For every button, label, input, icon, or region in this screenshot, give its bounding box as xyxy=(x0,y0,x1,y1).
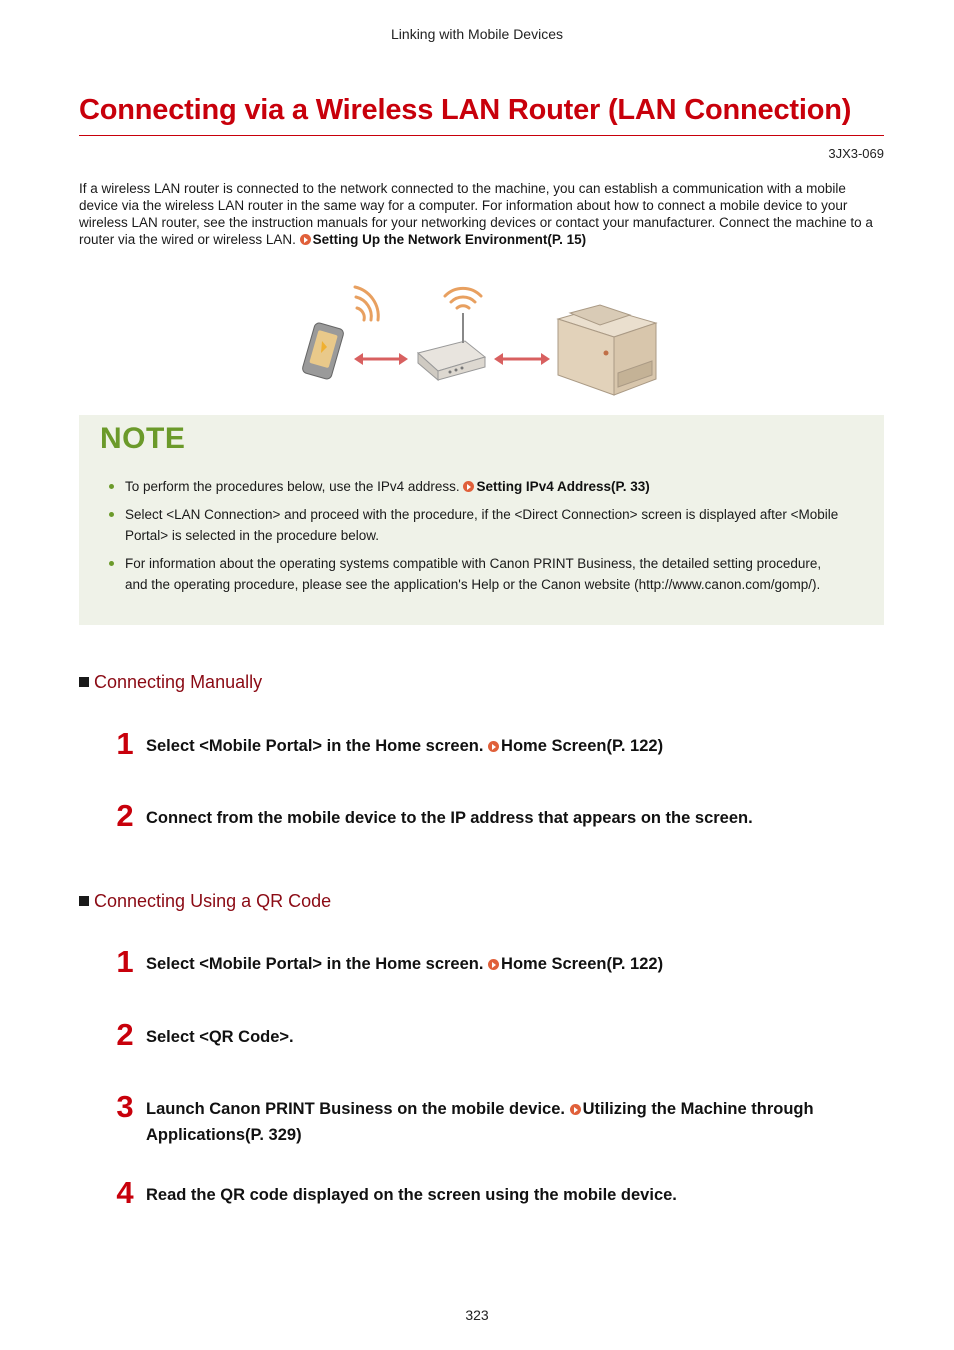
link-arrow-icon xyxy=(463,481,474,492)
note-item-link[interactable]: Setting IPv4 Address(P. 33) xyxy=(476,479,650,494)
note-item-text: Select <LAN Connection> and proceed with the procedure, if the <Direct Connection> screen is displayed after <Mobile Portal> is selected in the procedure below. xyxy=(125,507,839,543)
connection-illustration xyxy=(300,283,662,398)
step-text xyxy=(146,1182,890,1208)
note-item xyxy=(100,553,840,595)
link-arrow-icon xyxy=(300,234,311,245)
step-number: 1 xyxy=(116,726,134,761)
square-bullet-icon xyxy=(79,896,89,906)
title-underline xyxy=(79,135,884,136)
signal-waves-icon xyxy=(355,287,378,320)
step-instruction: Launch Canon PRINT Business on the mobile device. xyxy=(146,1100,570,1118)
step-number: 4 xyxy=(116,1175,134,1210)
step-text xyxy=(146,951,890,977)
section-heading-qr xyxy=(79,891,331,912)
note-item xyxy=(100,476,840,497)
step-number: 1 xyxy=(116,944,134,979)
step-text xyxy=(146,1096,890,1148)
note-item-text: For information about the operating systems compatible with Canon PRINT Business, the detailed setting procedure, and the operating procedure, please see the application's Help or the Canon website (http://www.canon.com/gomp/). xyxy=(125,556,822,592)
step-link[interactable]: Utilizing the Machine through Applications(P. 329) xyxy=(146,1100,814,1144)
page-title: Connecting via a Wireless LAN Router (LAN Connection) xyxy=(79,94,852,126)
square-bullet-icon xyxy=(79,677,89,687)
running-header: Linking with Mobile Devices xyxy=(391,26,563,42)
section-heading-text: Connecting Manually xyxy=(94,672,263,692)
router-signal-icon xyxy=(445,288,481,308)
step-text xyxy=(146,805,890,831)
note-item-text: To perform the procedures below, use the IPv4 address. xyxy=(125,479,464,494)
step-link[interactable]: Home Screen(P. 122) xyxy=(501,737,664,755)
link-arrow-icon xyxy=(488,959,499,970)
double-arrow-icon xyxy=(494,353,550,365)
step-instruction: Select <Mobile Portal> in the Home screen. xyxy=(146,955,489,973)
step-text xyxy=(146,733,890,759)
page-number: 323 xyxy=(465,1307,489,1323)
note-item xyxy=(100,504,840,546)
intro-link[interactable]: Setting Up the Network Environment(P. 15) xyxy=(312,232,587,247)
section-heading-manual xyxy=(79,672,262,693)
link-arrow-icon xyxy=(488,741,499,752)
step-instruction: Connect from the mobile device to the IP address that appears on the screen. xyxy=(146,809,753,827)
intro-text: If a wireless LAN router is connected to the network connected to the machine, you can establish a communication with a mobile device via the wireless LAN router in the same way for a computer. For information about how to connect a mobile device to your wireless LAN router, see the instruction manuals for your networking devices or contact your manufacturer. Connect the machine to a router via the wired or wireless LAN. xyxy=(79,181,873,247)
step-instruction: Read the QR code displayed on the screen using the mobile device. xyxy=(146,1186,677,1204)
step-instruction: Select <QR Code>. xyxy=(146,1028,294,1046)
step-instruction: Select <Mobile Portal> in the Home screen. xyxy=(146,737,489,755)
note-title: NOTE xyxy=(100,422,186,455)
step-number: 3 xyxy=(116,1089,134,1124)
step-text xyxy=(146,1024,890,1050)
step-number: 2 xyxy=(116,1017,134,1052)
wireless-router-icon xyxy=(418,313,485,380)
printer-icon xyxy=(558,305,656,395)
mobile-phone-icon xyxy=(301,322,344,380)
section-heading-text: Connecting Using a QR Code xyxy=(94,891,332,911)
double-arrow-icon xyxy=(354,353,408,365)
intro-paragraph xyxy=(79,180,887,248)
step-number: 2 xyxy=(116,798,134,833)
step-link[interactable]: Home Screen(P. 122) xyxy=(501,955,664,973)
link-arrow-icon xyxy=(570,1104,581,1115)
note-list xyxy=(100,476,840,602)
document-id: 3JX3-069 xyxy=(828,146,884,161)
